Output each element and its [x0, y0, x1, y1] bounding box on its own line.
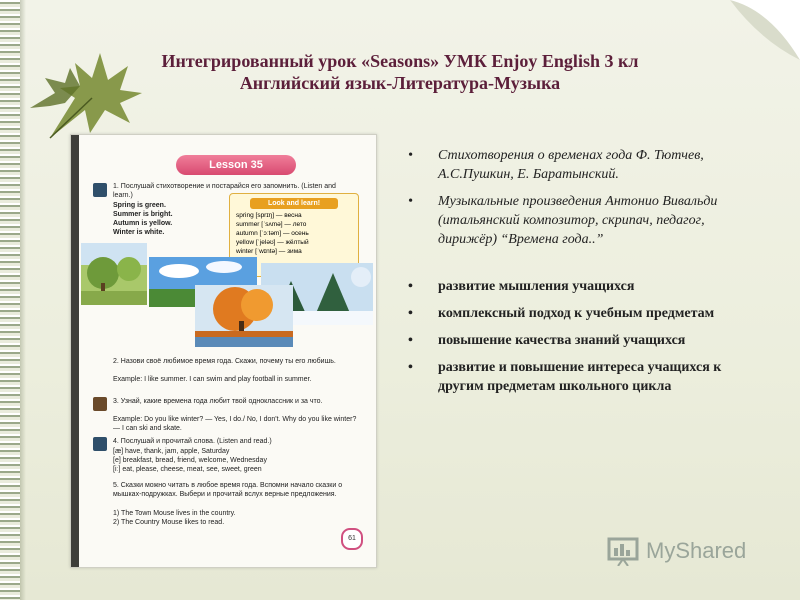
exercise-5-title: 5. Сказки можно читать в любое время года. Вспомни начало сказки о мышках-подружках. Выбери и прочитай вслух верные предложения.: [113, 482, 343, 498]
exercise-1-title: 1. Послушай стихотворение и постарайся его запомнить. (Listen and learn.): [113, 183, 336, 199]
presentation-icon: [606, 536, 642, 566]
look-and-learn-title: Look and learn!: [250, 198, 338, 209]
spring-photo: [81, 243, 147, 305]
exercise-5-rows: [113, 509, 313, 527]
page-number: 61: [341, 528, 363, 550]
list-item: • развитие и повышение интереса учащихся к другим предметам школьного цикла: [408, 358, 748, 396]
list-item: • комплексный подход к учебным предметам: [408, 304, 748, 323]
vocab-row: yellow [ˈjeləʊ] — жёлтый: [236, 239, 309, 246]
vocab-row: spring [sprɪŋ] — весна: [236, 212, 302, 219]
title-line-1: Интегрированный урок «Seasons» УМК Enjoy English 3 кл: [161, 51, 639, 71]
list-item: • развитие мышления учащихся: [408, 277, 748, 296]
page-curl-icon: [730, 0, 800, 60]
myshared-logo: [606, 536, 766, 566]
poem-line: Autumn is yellow.: [113, 220, 173, 227]
exercise-3-example: Example: Do you like winter? — Yes, I do./ No, I don't. Why do you like winter? — I can ski and skate.: [113, 416, 357, 432]
sentence-row: 1) The Town Mouse lives in the country.: [113, 510, 236, 517]
title-line-2: Английский язык-Литература-Музыка: [239, 73, 561, 93]
sentence-row: 2) The Country Mouse likes to read.: [113, 519, 225, 526]
bullet-list: [408, 146, 748, 404]
exercise-2-title: 2. Назови своё любимое время года. Скажи, почему ты его любишь.: [113, 358, 336, 365]
phonics-row: [iː] eat, please, cheese, meat, see, sweet, green: [113, 466, 262, 473]
list-item: • повышение качества знаний учащихся: [408, 331, 748, 350]
listen-icon: [93, 437, 107, 451]
exercise-4-title: 4. Послушай и прочитай слова. (Listen and read.): [113, 438, 272, 445]
list-item: • Музыкальные произведения Антонио Вивальди (итальянский композитор, скрипач, педагог, дирижёр) “Времена года..”: [408, 192, 748, 249]
exercise-2-example: Example: I like summer. I can swim and play football in summer.: [113, 376, 312, 383]
autumn-photo: [195, 285, 293, 347]
slide-title: [60, 50, 740, 94]
phonics-row: [æ] have, thank, jam, apple, Saturday: [113, 448, 230, 455]
vocab-row: winter [ˈwɪntə] — зима: [236, 248, 302, 255]
vocab-row: autumn [ˈɔːtəm] — осень: [236, 230, 309, 237]
vocab-row: summer [ˈsʌmə] — лето: [236, 221, 307, 228]
page-edge: [71, 135, 79, 567]
pair-work-icon: [93, 397, 107, 411]
exercise-3-title: 3. Узнай, какие времена года любит твой одноклассник и за что.: [113, 398, 323, 405]
phonics-row: [e] breakfast, bread, friend, welcome, Wednesday: [113, 457, 267, 464]
lesson-tab: Lesson 35: [176, 155, 296, 175]
binding-shadow: [20, 0, 26, 600]
logo-text: MyShared: [646, 538, 747, 563]
spiral-binding: [0, 0, 20, 600]
poem-line: Summer is bright.: [113, 211, 173, 218]
exercise-icon: [93, 183, 107, 197]
exercise-1-poem: [113, 201, 223, 237]
textbook-page-image: [70, 134, 377, 568]
list-item: • Стихотворения о временах года Ф. Тютчев, А.С.Пушкин, Е. Баратынский.: [408, 146, 748, 184]
poem-line: Spring is green.: [113, 202, 166, 209]
poem-line: Winter is white.: [113, 229, 165, 236]
list-spacer: [408, 257, 748, 277]
exercise-4-rows: [113, 447, 363, 474]
